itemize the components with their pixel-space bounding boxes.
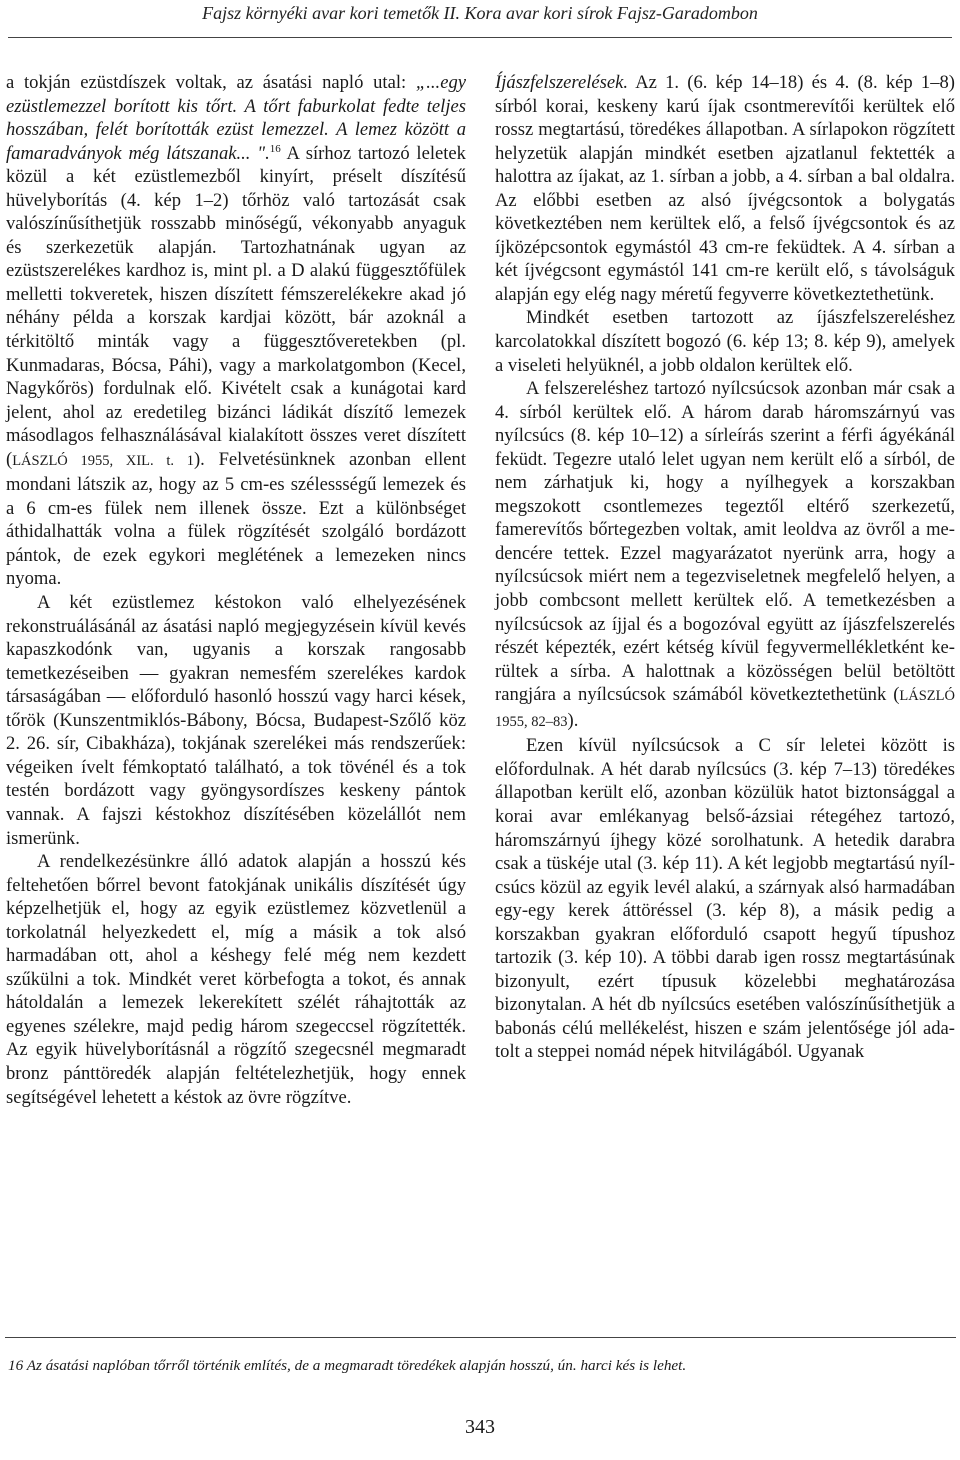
header-rule xyxy=(8,37,952,38)
right-p3-text-b: ). xyxy=(567,709,579,731)
left-paragraph-1 xyxy=(6,71,466,591)
diary-quote: „...egy ezüstlemezzel borított kis tőrt. A tőrt faburkolat fedte teljes hosszában, felét borították ezüst lemezzel. A lemez között a famaradványok még látszanak... ". xyxy=(6,72,466,164)
left-p1-text-c: ). Felvetésünknek azonban ellent mondani látszik az, hogy az 5 cm-es szélessségű lemezek és a 6 cm-es fülek nem illenek össze. Ezt a különbséget áthidalhatták volna a fülek rögzítését szolgáló bordázott pántok, de ezek egykori meglétének a lemezeken nincs nyoma. xyxy=(6,448,467,590)
section-heading-archery-equipment: Íjászfelszerelések. xyxy=(495,72,629,93)
footnote-ref-16[interactable]: 16 xyxy=(269,142,281,155)
right-paragraph-4: Ezen kívül nyílcsúcsok a C sír leletei között is előfordulnak. A hét darab nyílcsúcs (3. kép 7–13) töredékes állapotban került elő, azonban közülük hatot biztonsággal a korai avar emlékanyag belső-ázsiai rétegéhez tartozó, háromszárnyú íjhegy közé sorolhatunk. A hetedik darabra csak a tüskéje utal (3. kép 11). A két legjobb megtartású nyílcsúcs közül az egyik levél alakú, a szárnyak alsó harmadában egy-egy kerek áttöréssel (3. kép 8), a másik pedig a korszakban gyakran előforduló csapott hegyű típushoz tartozik (3. kép 10). A többi darab igen rossz megtartásúnak bizonyult, ezért típusuk közelebbi meghatározása bizonytalan. A hét db nyílcsúcs esetében valószínűsíthetjük a babonás célú mellékelést, hiszen e szám jelentősége jól adatolt a steppei nomád népek hitvilágából. Ugyanak xyxy=(495,735,955,1063)
left-p1-text-a: a tokján ezüstdíszek voltak, az ásatási napló utal: xyxy=(6,72,416,93)
right-p3-text-a: A felszereléshez tartozó nyílcsúcsok azonban már csak a 4. sírból kerültek elő. A három darab háromszárnyú vas nyílcsúcs (8. kép 10–12) a sírleírás szerint a férfi ágyékánál feküdt. Tegezre utaló lelet ugyan nem került elő a sírból, de nem zárhatjuk ki, hogy a nyílhegyek a korszakban megszokott csontlemezes tegeztől eltérő szerkezetű, famerevítős bőrtegezben voltak, amit leoldva az övről a medencére tettek. Ezzel magyarázatot nyerünk arra, hogy a nyílcsúcsok miért nem a tegezviseletnek megfelelő helyen, a jobb combcsont mellett kerültek elő. A temetkezésben a nyílcsúcsok az íjjal és a bogozóval együtt az íjászfelszerelés részét képezték, ezért kétség kívül fegyvermellékletként kerültek a sírba. A halottnak a közösségen belül betöltött rangjára a nyílcsúcsok számából következtethetünk ( xyxy=(495,378,955,706)
page-number: 343 xyxy=(465,1416,495,1438)
left-paragraph-3: A rendelkezésünkre álló adatok alapján a hosszú kés feltehetően bőrrel bevont fatokjának unikális díszítését úgy képzelhetjük el, hogy az egyik ezüstlemez közvetlenül a torkolatnál helyezkedett el, míg a másik a tok alsó harmadában ott, ahol a késhegy felé még nem kezdett szűkülni a tok. Mindkét veret körbefogta a tokot, és annak hátoldalán a lemezek lekerekített szélét ráhajtották az egyenes szélekre, majd pedig három szegeccsel rögzítették. Az egyik hüvelyborításnál a rögzítő szegecsnél megmaradt bronz pánttöredék alapján feltételezhetjük, hogy ennek segítségével lehetett a késtok az övre rögzítve. xyxy=(6,851,466,1108)
right-column xyxy=(495,71,955,1064)
right-paragraph-2: Mindkét esetben tartozott az íjászfelszereléshez karcolatokkal díszített bogozó (6. kép 13; 8. kép 9), amelyek a viseleti helyüknél, a jobb oldalon kerültek elő. xyxy=(495,307,955,376)
footnote-16: 16 Az ásatási naplóban tőrről történik említés, de a megmaradt töredékek alapján hosszú, ún. harci kés is lehet. xyxy=(8,1357,687,1374)
citation-laszlo-1955-plate: LÁSZLÓ 1955, XIL. t. 1 xyxy=(12,452,194,469)
left-p1-text-b: A sírhoz tartozó leletek közül a két ezüstlemezből kinyírt, préselt díszítésű hüvelyborítás (4. kép 1–2) tőrhöz való tartozását csak valószínűsíthetjük rosszabb minőségű, vékonyabb anyaguk és szerkezetük alapján. Tartozhatnának ugyan az ezüstszerelékes kardhoz is, mint pl. a D alakú függesztőfülek melletti tokveretek, hiszen díszített fémszerelékekre akad jó néhány példa a korszak kardjai között, bár azoknál a térkitöltő minták vagy a függesztőveretekben (pl. Kunmadaras, Bócsa, Páhi), vagy a markolatgombon (Kecel, Nagykőrös) fordulnak elő. Kivételt csak a kunágotai kard jelent, ahol az eredetileg bizánci ládikát díszítő lemezek másodlagos felhasználásával kialakított összes veret díszített ( xyxy=(6,142,466,470)
citation-laszlo-1955-pages: LÁSZLÓ 1955, 82–83 xyxy=(495,688,955,730)
left-paragraph-2: A két ezüstlemez késtokon való elhelyezésének rekonstruálásánál az ásatási napló megjegyzésein kívül kevés kapaszkodónk van, ugyanis a korszak rangosabb temetkezéseiben — gyakran nemesfém szerelékes kardok társaságában — előforduló hasonló hosszú vagy harci kések, tőrök (Kunszentmiklós-Bábony, Bócsa, Budapest-Szőlő köz 2. 26. sír, Cibakháza), tokjának szerelékei más rendszerűek: végeiken ívelt fémkoptató található, a tok tövénél és a tok testén bordázott vagy gyöngysordíszes keskeny pántok vannak. A fajszi késtokhoz díszítésében közelállót nem ismerünk. xyxy=(6,592,466,849)
left-column xyxy=(6,71,466,1109)
running-title: Fajsz környéki avar kori temetők II. Kora avar kori sírok Fajsz-Garadombon xyxy=(202,3,758,23)
right-paragraph-3 xyxy=(495,377,955,734)
right-paragraph-1 xyxy=(495,71,955,306)
right-p1-body: Az 1. (6. kép 14–18) és 4. (8. kép 1–8) sírból korai, keskeny karú íjak csontmerevítői kerültek elő rossz megtartású, töredékes állapotban. A sírlapokon rögzített helyzetük alapján mindkét esetben ajzatlanul fektették a halottra az íjakat, az 1. sírban a jobb, a 4. sírban a bal oldalra. Az előbbi esetben az alsó íjvégcsontok a bolygatás következtében nem kerültek elő, a felső íjvégcsontok és az íjközépcsontok egymástól 43 cm-re feküdtek. A 4. sírban a két íjvégcsont egymástól 141 cm-re került elő, s távolságuk alapján egy elég nagy méretű fegyverre következtethetünk. xyxy=(495,72,955,305)
footnote-rule xyxy=(5,1337,956,1338)
